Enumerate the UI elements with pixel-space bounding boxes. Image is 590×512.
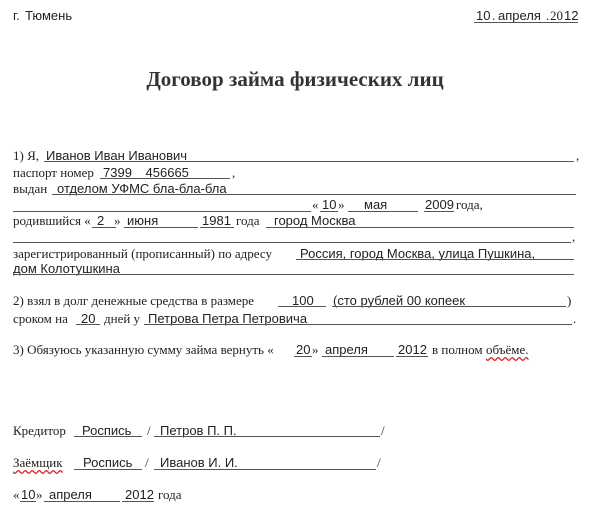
header-day: 10 xyxy=(476,8,491,23)
term-label: сроком на xyxy=(13,311,68,326)
issue-year: 2009 xyxy=(425,197,454,212)
borrower-name: Иванов И. И. xyxy=(160,455,238,470)
return-suffix-spellcheck: объёме. xyxy=(486,342,529,357)
born-year-word: года xyxy=(236,213,260,228)
lender-name-genitive: Петрова Петра Петровича xyxy=(148,311,308,326)
city-prefix: г. xyxy=(13,8,20,23)
passport-number: 7399 456665 xyxy=(103,165,189,180)
born-day: 2 xyxy=(97,213,105,228)
return-month: апреля xyxy=(325,342,368,357)
issued-label: выдан xyxy=(13,181,48,196)
borrower-label: Заёмщик xyxy=(13,455,63,470)
address-line-1: Россия, город Москва, улица Пушкина, xyxy=(300,246,536,261)
registered-label: зарегистрированный (прописанный) по адресу xyxy=(13,246,272,261)
return-year: 2012 xyxy=(398,342,427,357)
signing-year-word: года xyxy=(158,487,182,502)
return-day: 20 xyxy=(296,342,311,357)
city: Тюмень xyxy=(25,8,73,23)
borrower-signature: Роспись xyxy=(83,455,133,470)
creditor-label: Кредитор xyxy=(13,423,66,438)
section3-text: 3) Обязуюсь указанную сумму займа вернуть « xyxy=(13,342,274,357)
address-line-2: дом Колотушкина xyxy=(13,261,120,276)
document-title: Договор займа физических лиц xyxy=(146,67,444,91)
borrower-full-name: Иванов Иван Иванович xyxy=(46,148,188,163)
born-year: 1981 xyxy=(202,213,231,228)
issue-day: 10 xyxy=(322,197,337,212)
loan-amount-words: (сто рублей 00 копеек xyxy=(333,293,466,308)
born-label: родившийся « xyxy=(13,213,91,228)
issued-by: отделом УФМС бла-бла-бла xyxy=(57,181,227,196)
section1-intro: 1) Я, xyxy=(13,148,39,163)
creditor-signature: Роспись xyxy=(82,423,132,438)
loan-amount: 100 xyxy=(292,293,314,308)
signing-year: 2012 xyxy=(125,487,154,502)
header-year-suffix: 12 xyxy=(564,8,579,23)
header-year-prefix: 20 xyxy=(550,8,563,23)
issue-month: мая xyxy=(364,197,388,212)
section2-intro: 2) взял в долг денежные средства в размере xyxy=(13,293,255,308)
term-days: 20 xyxy=(81,311,96,326)
header-month: апреля xyxy=(498,8,541,23)
issue-year-word: года, xyxy=(456,197,483,212)
creditor-name: Петров П. П. xyxy=(160,423,237,438)
passport-label: паспорт номер xyxy=(13,165,94,180)
born-city: город Москва xyxy=(274,213,356,228)
days-word: дней у xyxy=(104,311,141,326)
signing-month: апреля xyxy=(49,487,92,502)
born-month: июня xyxy=(127,213,159,228)
signing-day: 10 xyxy=(21,487,36,502)
return-suffix: в полном xyxy=(432,342,483,357)
